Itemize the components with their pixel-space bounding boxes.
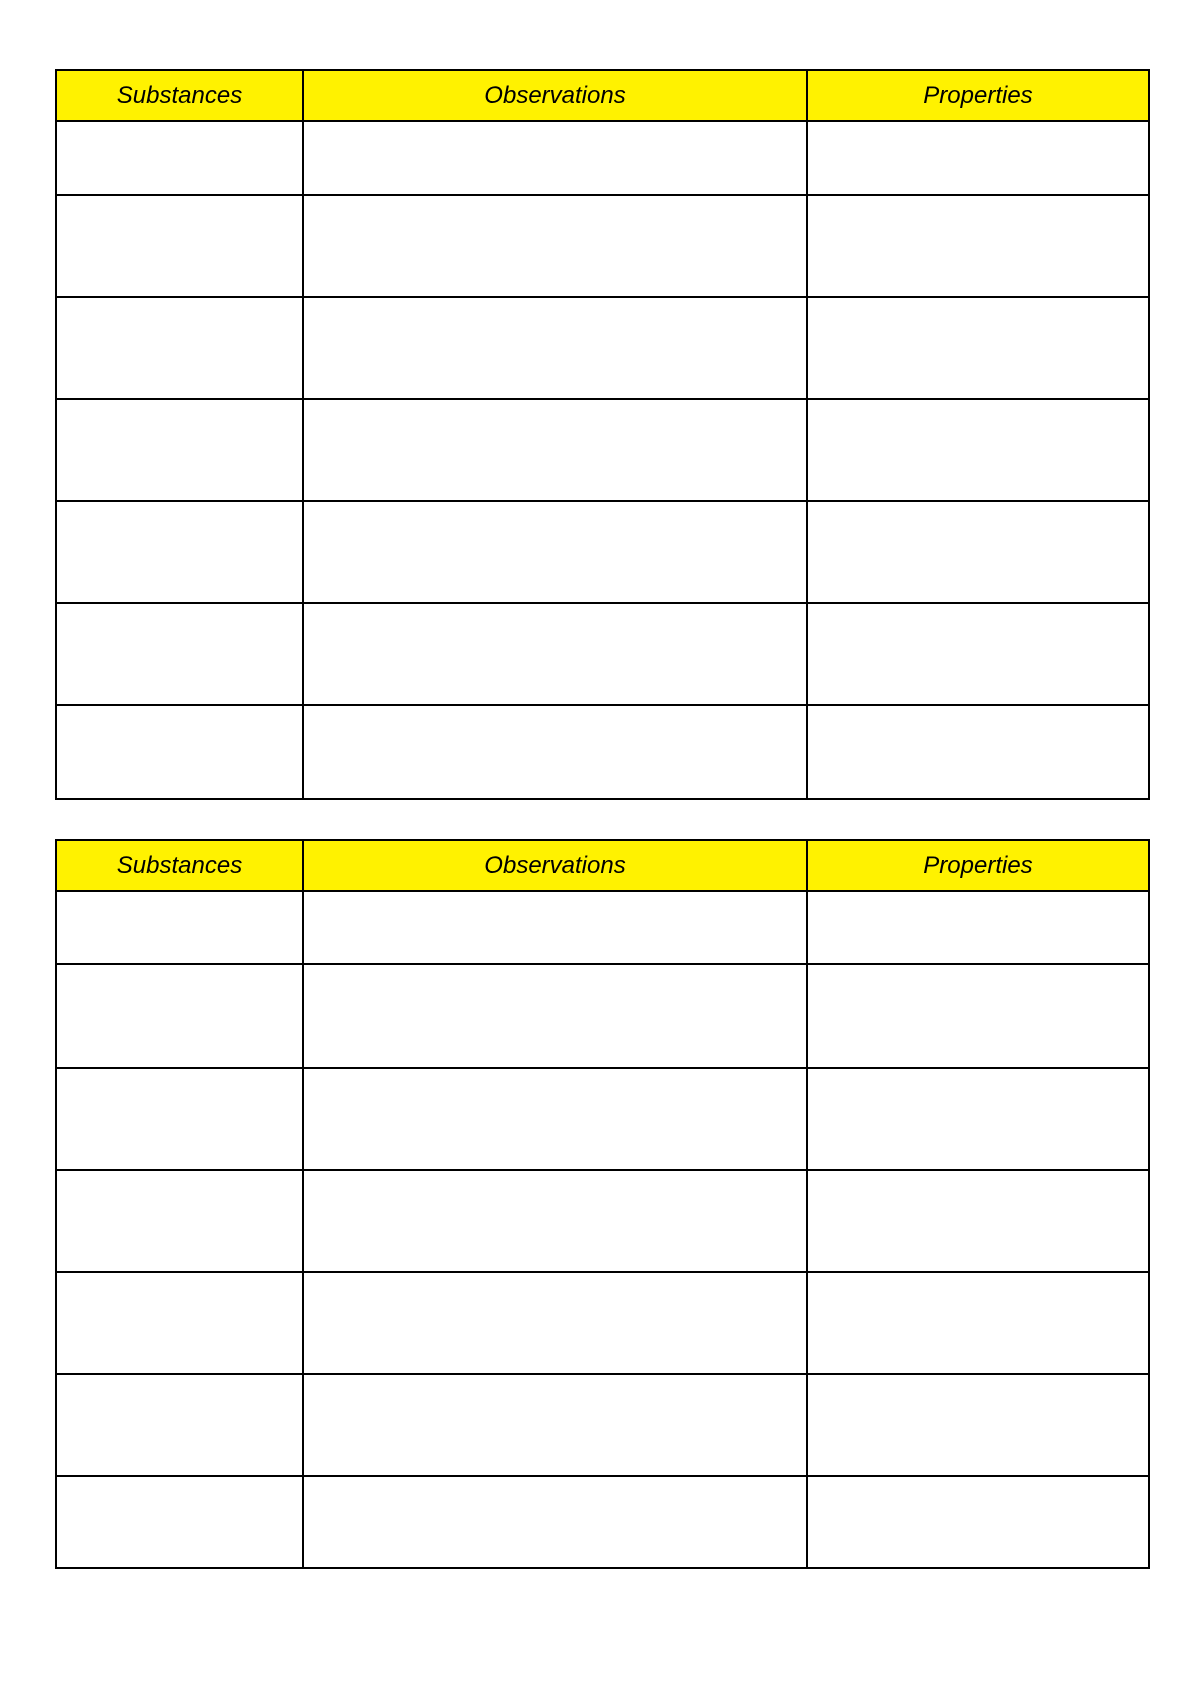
observation-cell[interactable] [303,964,807,1068]
header-properties: Properties [807,840,1149,891]
property-cell[interactable] [807,501,1149,603]
observation-table-1 [55,69,1150,800]
property-cell[interactable] [807,121,1149,195]
substance-cell[interactable] [56,1068,303,1170]
header-observations: Observations [303,840,807,891]
observation-cell[interactable] [303,1170,807,1272]
property-cell[interactable] [807,1476,1149,1568]
substance-cell[interactable] [56,705,303,799]
substance-cell[interactable] [56,195,303,297]
substance-cell[interactable] [56,603,303,705]
table-header-row [56,70,1149,121]
substance-cell[interactable] [56,399,303,501]
substance-cell[interactable] [56,1374,303,1476]
table-row [56,1272,1149,1374]
table-row [56,399,1149,501]
substance-cell[interactable] [56,1476,303,1568]
table-row [56,1068,1149,1170]
property-cell[interactable] [807,399,1149,501]
property-cell[interactable] [807,1272,1149,1374]
observation-cell[interactable] [303,501,807,603]
property-cell[interactable] [807,1170,1149,1272]
table-row [56,1374,1149,1476]
table-row [56,121,1149,195]
property-cell[interactable] [807,1374,1149,1476]
substance-cell[interactable] [56,297,303,399]
substance-cell[interactable] [56,891,303,964]
table-row [56,297,1149,399]
substance-cell[interactable] [56,964,303,1068]
observation-cell[interactable] [303,1476,807,1568]
property-cell[interactable] [807,195,1149,297]
table-header-row [56,840,1149,891]
substance-cell[interactable] [56,121,303,195]
table-row [56,1476,1149,1568]
property-cell[interactable] [807,705,1149,799]
observation-cell[interactable] [303,399,807,501]
table-row [56,195,1149,297]
substance-cell[interactable] [56,501,303,603]
table-row [56,1170,1149,1272]
table-row [56,964,1149,1068]
substance-cell[interactable] [56,1272,303,1374]
substance-cell[interactable] [56,1170,303,1272]
table-row [56,501,1149,603]
observation-cell[interactable] [303,891,807,964]
table-row [56,891,1149,964]
property-cell[interactable] [807,603,1149,705]
observation-cell[interactable] [303,297,807,399]
property-cell[interactable] [807,297,1149,399]
observation-cell[interactable] [303,603,807,705]
table-row [56,603,1149,705]
header-properties: Properties [807,70,1149,121]
observation-cell[interactable] [303,121,807,195]
table-row [56,705,1149,799]
observation-cell[interactable] [303,1374,807,1476]
observation-cell[interactable] [303,195,807,297]
header-observations: Observations [303,70,807,121]
observation-table-2 [55,839,1150,1569]
observation-cell[interactable] [303,1068,807,1170]
header-substances: Substances [56,70,303,121]
property-cell[interactable] [807,964,1149,1068]
observation-cell[interactable] [303,1272,807,1374]
header-substances: Substances [56,840,303,891]
observation-cell[interactable] [303,705,807,799]
property-cell[interactable] [807,891,1149,964]
property-cell[interactable] [807,1068,1149,1170]
